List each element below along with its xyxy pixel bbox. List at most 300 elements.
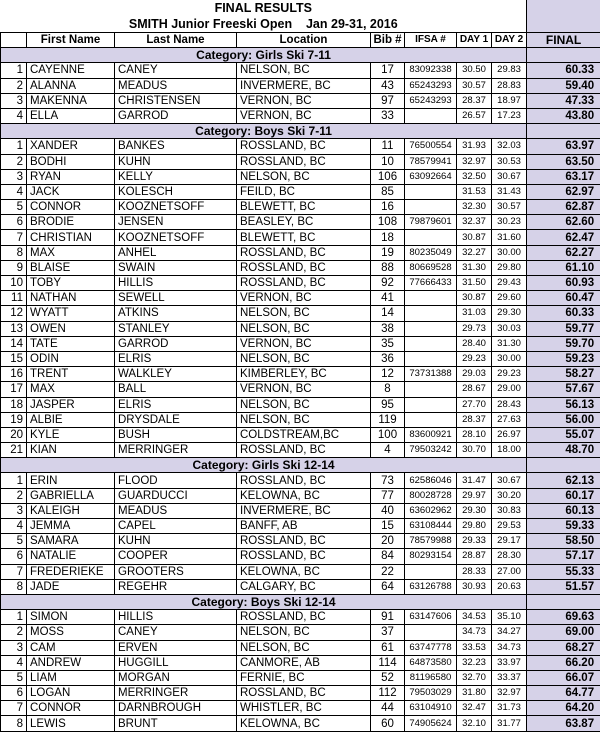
final-score-cell: 60.33 [527,63,600,78]
last-name-cell: MEADUS [115,503,237,518]
day1-cell: 32.30 [457,200,492,215]
table-row [1,397,600,412]
ifsa-cell: 65243293 [405,93,457,108]
day2-cell: 31.43 [492,184,527,199]
place-cell: 3 [1,93,27,108]
day2-cell: 30.00 [492,245,527,260]
place-cell: 8 [1,579,27,594]
bib-cell: 119 [371,412,405,427]
last-name-cell: MERRINGER [115,686,237,701]
location-cell: VERNON, BC [237,382,371,397]
bib-cell: 40 [371,503,405,518]
last-name-cell: ANHEL [115,245,237,260]
last-name-cell: KUHN [115,534,237,549]
location-cell: NELSON, BC [237,412,371,427]
last-name-cell: CAPEL [115,519,237,534]
bib-cell: 33 [371,108,405,123]
category-title: Category: Girls Ski 7-11 [1,48,527,63]
final-score-cell: 48.70 [527,443,600,458]
last-name-cell: GROOTERS [115,564,237,579]
table-row [1,169,600,184]
day1-cell: 31.50 [457,276,492,291]
day1-cell: 32.23 [457,655,492,670]
table-row [1,154,600,169]
last-name-cell: ERVEN [115,640,237,655]
location-cell: COLDSTREAM,BC [237,427,371,442]
bib-cell: 17 [371,63,405,78]
ifsa-cell [405,397,457,412]
place-cell: 9 [1,260,27,275]
table-row [1,534,600,549]
category-header [1,458,600,473]
bib-cell: 19 [371,245,405,260]
place-cell: 1 [1,139,27,154]
day1-cell: 28.10 [457,427,492,442]
bib-cell: 77 [371,488,405,503]
bib-cell: 18 [371,230,405,245]
last-name-cell: STANLEY [115,321,237,336]
last-name-cell: CHRISTENSEN [115,93,237,108]
table-row [1,488,600,503]
final-score-cell: 58.50 [527,534,600,549]
ifsa-cell [405,625,457,640]
day1-cell: 32.97 [457,154,492,169]
place-cell: 20 [1,427,27,442]
bib-cell: 95 [371,397,405,412]
day1-cell: 28.37 [457,412,492,427]
first-name-cell: ERIN [27,473,115,488]
first-name-cell: OWEN [27,321,115,336]
place-cell: 8 [1,716,27,731]
category-header [1,124,600,139]
final-score-cell: 59.70 [527,336,600,351]
final-score-cell: 64.77 [527,686,600,701]
first-name-cell: CHRISTIAN [27,230,115,245]
location-cell: ROSSLAND, BC [237,154,371,169]
table-row [1,716,600,731]
day1-cell: 29.03 [457,367,492,382]
col-last-name: Last Name [115,33,237,48]
final-score-cell: 59.77 [527,321,600,336]
first-name-cell: XANDER [27,139,115,154]
last-name-cell: MEADUS [115,78,237,93]
place-cell: 3 [1,169,27,184]
subtitle-row [1,16,600,33]
location-cell: NELSON, BC [237,63,371,78]
bib-cell: 20 [371,534,405,549]
final-score-cell: 60.13 [527,503,600,518]
final-score-cell: 64.20 [527,701,600,716]
ifsa-cell: 74905624 [405,716,457,731]
first-name-cell: MAX [27,382,115,397]
bib-cell: 108 [371,215,405,230]
day2-cell: 30.00 [492,351,527,366]
col-day2: DAY 2 [492,33,527,48]
place-cell: 10 [1,276,27,291]
first-name-cell: CAM [27,640,115,655]
first-name-cell: CONNOR [27,200,115,215]
location-cell: VERNON, BC [237,336,371,351]
final-score-cell: 63.87 [527,716,600,731]
final-score-cell: 55.07 [527,427,600,442]
table-row [1,655,600,670]
day1-cell: 31.30 [457,260,492,275]
location-cell: KIMBERLEY, BC [237,367,371,382]
bib-cell: 8 [371,382,405,397]
day1-cell: 31.93 [457,139,492,154]
location-cell: NELSON, BC [237,351,371,366]
last-name-cell: CANEY [115,625,237,640]
last-name-cell: HUGGILL [115,655,237,670]
location-cell: ROSSLAND, BC [237,260,371,275]
table-row [1,139,600,154]
ifsa-cell [405,184,457,199]
last-name-cell: ELRIS [115,351,237,366]
final-score-cell: 63.97 [527,139,600,154]
final-score-cell: 60.17 [527,488,600,503]
table-row [1,625,600,640]
final-score-cell: 62.60 [527,215,600,230]
table-row [1,640,600,655]
ifsa-cell: 62586046 [405,473,457,488]
first-name-cell: ODIN [27,351,115,366]
place-cell: 3 [1,503,27,518]
day1-cell: 27.70 [457,397,492,412]
location-cell: ROSSLAND, BC [237,534,371,549]
first-name-cell: ALBIE [27,412,115,427]
final-score-cell: 56.00 [527,412,600,427]
day1-cell: 32.47 [457,701,492,716]
table-row [1,473,600,488]
bib-cell: 4 [371,443,405,458]
day2-cell: 17.23 [492,108,527,123]
table-row [1,367,600,382]
ifsa-cell: 63104910 [405,701,457,716]
col-ifsa: IFSA # [405,33,457,48]
table-row [1,215,600,230]
day2-cell: 30.03 [492,321,527,336]
first-name-cell: MAX [27,245,115,260]
final-score-cell: 59.23 [527,351,600,366]
location-cell: VERNON, BC [237,108,371,123]
category-title: Category: Girls Ski 12-14 [1,458,527,473]
bib-cell: 15 [371,519,405,534]
first-name-cell: ELLA [27,108,115,123]
final-score-cell: 57.67 [527,382,600,397]
day2-cell: 32.97 [492,686,527,701]
final-score-cell: 57.17 [527,549,600,564]
location-cell: ROSSLAND, BC [237,443,371,458]
place-cell: 4 [1,108,27,123]
location-cell: ROSSLAND, BC [237,139,371,154]
bib-cell: 85 [371,184,405,199]
table-row [1,108,600,123]
table-row [1,701,600,716]
table-row [1,245,600,260]
bib-cell: 84 [371,549,405,564]
ifsa-cell: 80293154 [405,549,457,564]
first-name-cell: KALEIGH [27,503,115,518]
place-cell: 13 [1,321,27,336]
place-cell: 2 [1,625,27,640]
bib-cell: 35 [371,336,405,351]
day1-cell: 28.33 [457,564,492,579]
last-name-cell: BANKES [115,139,237,154]
day1-cell: 26.57 [457,108,492,123]
day2-cell: 29.60 [492,291,527,306]
table-row [1,564,600,579]
bib-cell: 61 [371,640,405,655]
day2-cell: 33.97 [492,655,527,670]
final-score-cell: 62.97 [527,184,600,199]
table-row [1,412,600,427]
ifsa-cell: 81196580 [405,670,457,685]
final-score-cell: 60.47 [527,291,600,306]
table-row [1,427,600,442]
location-cell: KELOWNA, BC [237,488,371,503]
ifsa-cell: 76500554 [405,139,457,154]
last-name-cell: WALKLEY [115,367,237,382]
day1-cell: 30.57 [457,78,492,93]
table-row [1,610,600,625]
place-cell: 12 [1,306,27,321]
first-name-cell: BRODIE [27,215,115,230]
location-cell: ROSSLAND, BC [237,610,371,625]
bib-cell: 10 [371,154,405,169]
day2-cell: 28.30 [492,549,527,564]
location-cell: BLEWETT, BC [237,200,371,215]
day1-cell: 30.70 [457,443,492,458]
day2-cell: 27.63 [492,412,527,427]
day1-cell: 32.27 [457,245,492,260]
final-score-cell: 60.33 [527,306,600,321]
day2-cell: 28.43 [492,397,527,412]
category-title: Category: Boys Ski 7-11 [1,124,527,139]
table-row [1,670,600,685]
bib-cell: 73 [371,473,405,488]
last-name-cell: JENSEN [115,215,237,230]
day1-cell: 29.80 [457,519,492,534]
last-name-cell: BALL [115,382,237,397]
bib-cell: 100 [371,427,405,442]
final-score-cell: 62.87 [527,200,600,215]
last-name-cell: HILLIS [115,610,237,625]
day1-cell: 29.23 [457,351,492,366]
bib-cell: 44 [371,701,405,716]
day2-cell: 35.10 [492,610,527,625]
location-cell: CALGARY, BC [237,579,371,594]
location-cell: ROSSLAND, BC [237,276,371,291]
ifsa-cell [405,200,457,215]
last-name-cell: GARROD [115,336,237,351]
final-score-cell: 58.27 [527,367,600,382]
ifsa-cell: 63147606 [405,610,457,625]
bib-cell: 112 [371,686,405,701]
location-cell: NELSON, BC [237,625,371,640]
day2-cell: 29.83 [492,63,527,78]
bib-cell: 92 [371,276,405,291]
place-cell: 4 [1,519,27,534]
table-row [1,686,600,701]
bib-cell: 64 [371,579,405,594]
last-name-cell: HILLIS [115,276,237,291]
first-name-cell: ANDREW [27,655,115,670]
ifsa-cell [405,382,457,397]
bib-cell: 60 [371,716,405,731]
bib-cell: 52 [371,670,405,685]
ifsa-cell: 79879601 [405,215,457,230]
table-row [1,579,600,594]
place-cell: 5 [1,670,27,685]
location-cell: ROSSLAND, BC [237,245,371,260]
ifsa-cell: 79503242 [405,443,457,458]
table-row [1,306,600,321]
bib-cell: 97 [371,93,405,108]
report-title: FINAL RESULTS [214,1,313,15]
ifsa-cell [405,291,457,306]
location-cell: ROSSLAND, BC [237,549,371,564]
day2-cell: 31.73 [492,701,527,716]
ifsa-cell: 63092664 [405,169,457,184]
last-name-cell: BRUNT [115,716,237,731]
title-row [1,0,600,16]
bib-cell: 14 [371,306,405,321]
bib-cell: 41 [371,291,405,306]
location-cell: CANMORE, AB [237,655,371,670]
last-name-cell: GUARDUCCI [115,488,237,503]
last-name-cell: GARROD [115,108,237,123]
ifsa-cell: 80669528 [405,260,457,275]
final-score-cell: 61.10 [527,260,600,275]
day2-cell: 29.43 [492,276,527,291]
last-name-cell: ELRIS [115,397,237,412]
day2-cell: 30.53 [492,154,527,169]
location-cell: BEASLEY, BC [237,215,371,230]
table-row [1,63,600,78]
day2-cell: 30.67 [492,169,527,184]
first-name-cell: CAYENNE [27,63,115,78]
day2-cell: 31.60 [492,230,527,245]
final-score-cell: 55.33 [527,564,600,579]
table-row [1,351,600,366]
first-name-cell: SAMARA [27,534,115,549]
ifsa-cell [405,412,457,427]
day2-cell: 28.83 [492,78,527,93]
bib-cell: 22 [371,564,405,579]
first-name-cell: LEWIS [27,716,115,731]
day1-cell: 30.87 [457,291,492,306]
day2-cell: 29.30 [492,306,527,321]
location-cell: NELSON, BC [237,640,371,655]
first-name-cell: ALANNA [27,78,115,93]
place-cell: 4 [1,184,27,199]
table-row [1,184,600,199]
day1-cell: 30.50 [457,63,492,78]
category-header [1,48,600,63]
final-score-cell: 66.20 [527,655,600,670]
ifsa-cell: 63126788 [405,579,457,594]
place-cell: 6 [1,215,27,230]
location-cell: KELOWNA, BC [237,564,371,579]
ifsa-cell: 79503029 [405,686,457,701]
last-name-cell: MERRINGER [115,443,237,458]
day2-cell: 18.97 [492,93,527,108]
day1-cell: 29.97 [457,488,492,503]
table-row [1,291,600,306]
place-cell: 14 [1,336,27,351]
last-name-cell: FLOOD [115,473,237,488]
final-score-cell: 47.33 [527,93,600,108]
table-row [1,321,600,336]
bib-cell: 12 [371,367,405,382]
day2-cell: 30.57 [492,200,527,215]
first-name-cell: SIMON [27,610,115,625]
category-title: Category: Boys Ski 12-14 [1,594,527,609]
table-row [1,93,600,108]
last-name-cell: SEWELL [115,291,237,306]
ifsa-cell: 78579988 [405,534,457,549]
ifsa-cell: 80235049 [405,245,457,260]
final-score-cell: 66.07 [527,670,600,685]
ifsa-cell [405,306,457,321]
final-score-cell: 51.57 [527,579,600,594]
day1-cell: 28.87 [457,549,492,564]
ifsa-cell: 63747778 [405,640,457,655]
ifsa-cell: 73731388 [405,367,457,382]
day1-cell: 31.47 [457,473,492,488]
ifsa-cell: 77666433 [405,276,457,291]
day2-cell: 29.80 [492,260,527,275]
final-score-cell: 69.63 [527,610,600,625]
final-score-cell: 43.80 [527,108,600,123]
ifsa-cell: 80028728 [405,488,457,503]
day1-cell: 29.30 [457,503,492,518]
location-cell: NELSON, BC [237,169,371,184]
first-name-cell: WYATT [27,306,115,321]
location-cell: FERNIE, BC [237,670,371,685]
first-name-cell: BODHI [27,154,115,169]
location-cell: ROSSLAND, BC [237,473,371,488]
location-cell: VERNON, BC [237,93,371,108]
first-name-cell: CONNOR [27,701,115,716]
col-first-name: First Name [27,33,115,48]
day2-cell: 31.30 [492,336,527,351]
location-cell: KELOWNA, BC [237,716,371,731]
first-name-cell: MAKENNA [27,93,115,108]
day1-cell: 31.53 [457,184,492,199]
place-cell: 2 [1,488,27,503]
day2-cell: 29.00 [492,382,527,397]
day2-cell: 34.73 [492,640,527,655]
ifsa-cell: 78579941 [405,154,457,169]
first-name-cell: FREDERIEKE [27,564,115,579]
last-name-cell: DARNBROUGH [115,701,237,716]
day1-cell: 34.73 [457,625,492,640]
place-cell: 16 [1,367,27,382]
location-cell: VERNON, BC [237,291,371,306]
day2-cell: 29.17 [492,534,527,549]
day1-cell: 30.87 [457,230,492,245]
ifsa-cell [405,336,457,351]
day1-cell: 29.73 [457,321,492,336]
bib-cell: 11 [371,139,405,154]
table-row [1,78,600,93]
location-cell: FEILD, BC [237,184,371,199]
first-name-cell: RYAN [27,169,115,184]
day1-cell: 31.80 [457,686,492,701]
col-day1: DAY 1 [457,33,492,48]
last-name-cell: CANEY [115,63,237,78]
